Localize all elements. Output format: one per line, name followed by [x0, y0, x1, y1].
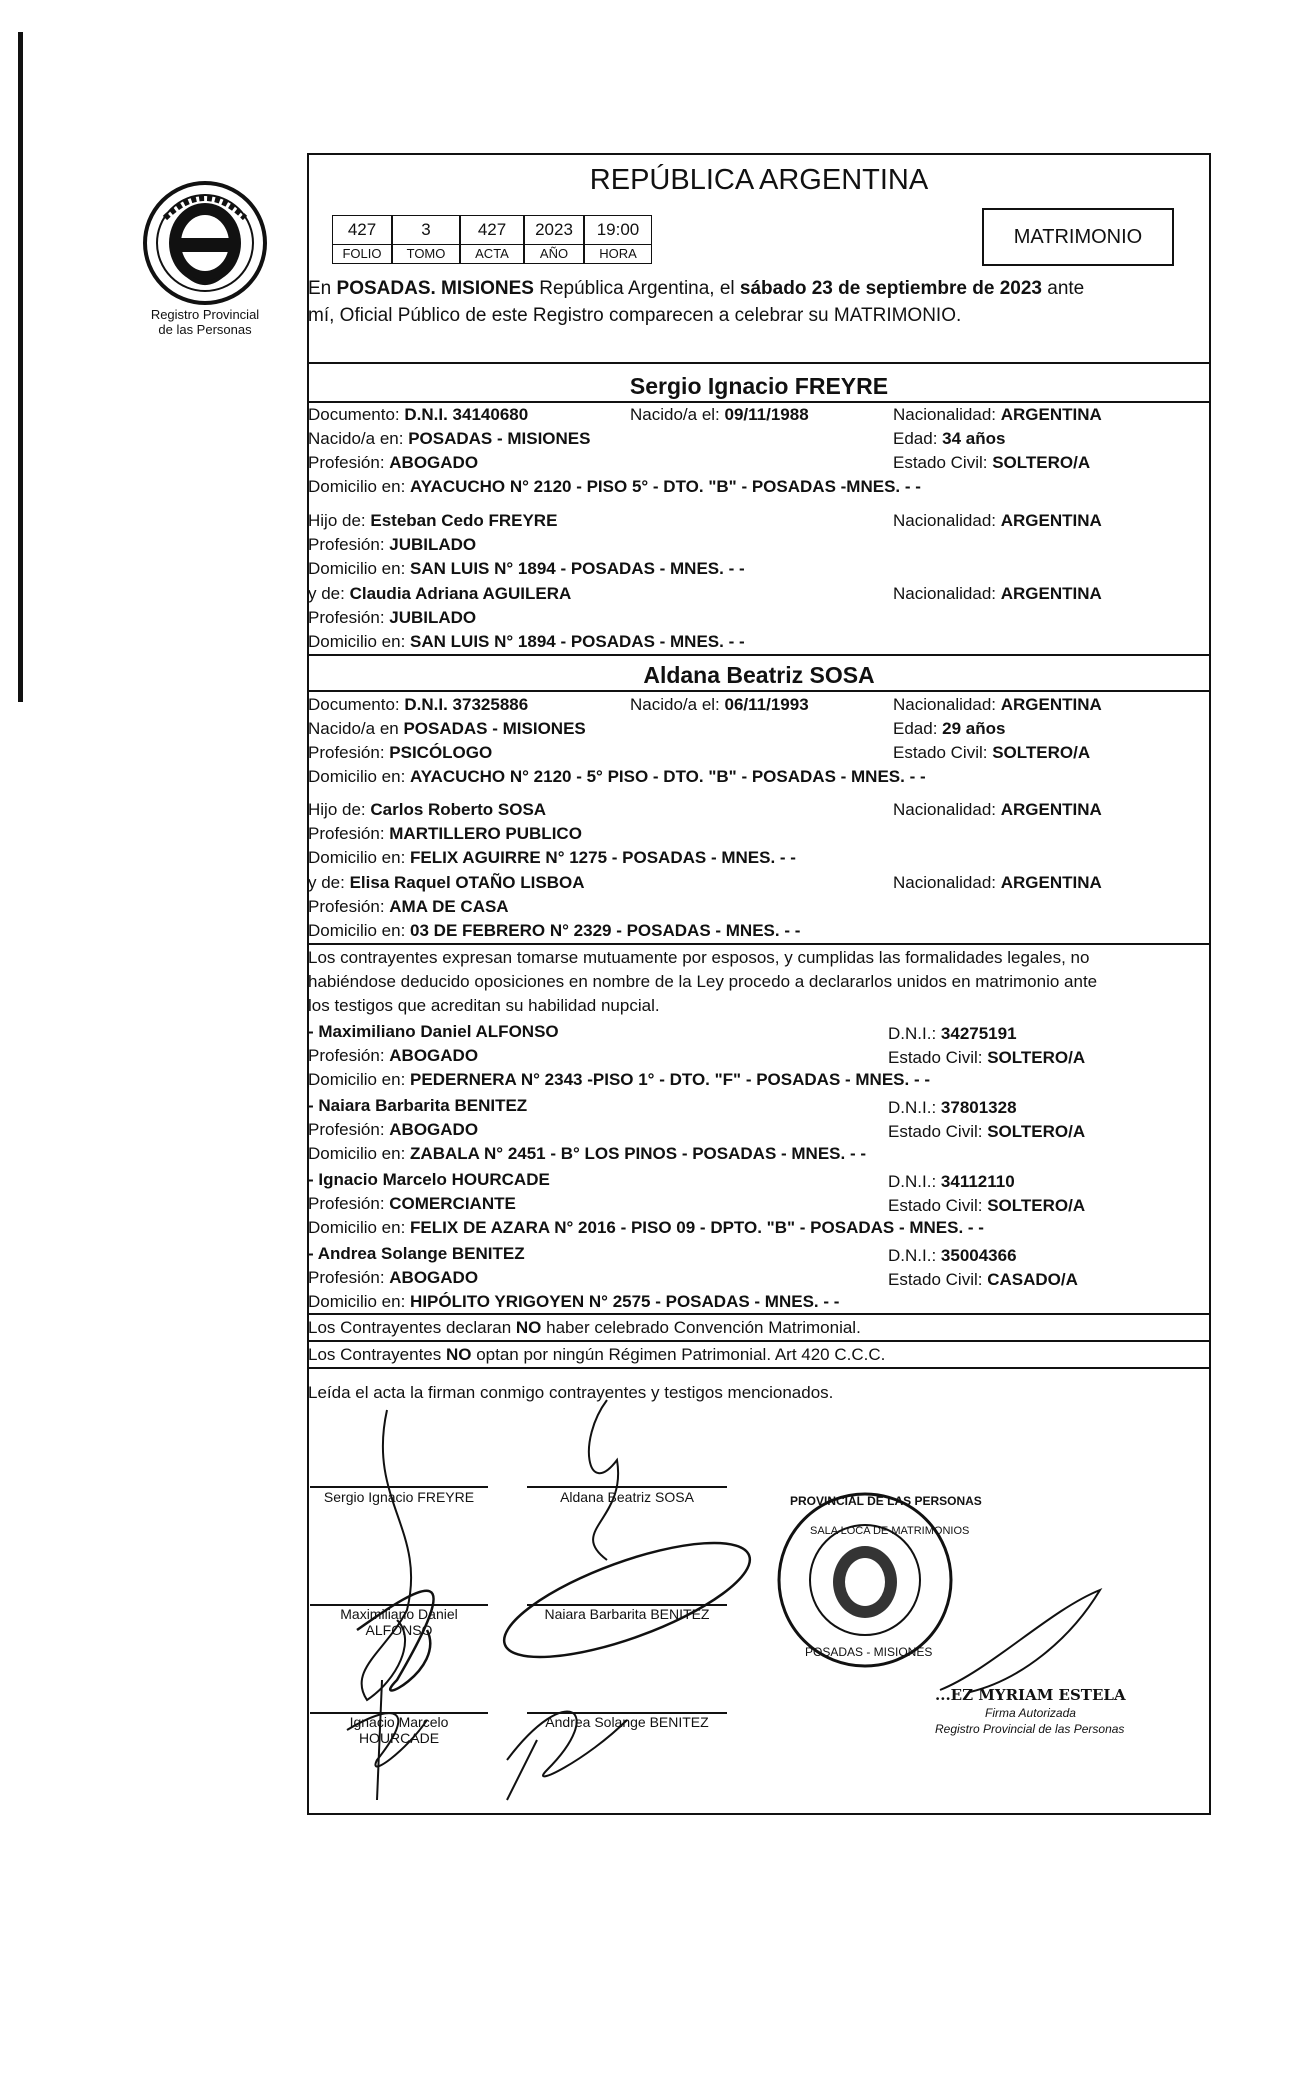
witness-2-dni: D.N.I.: 37801328 — [888, 1098, 1017, 1117]
signature-caption-witness3-line1: Ignacio Marcelo — [349, 1714, 449, 1730]
meta-tomo-label: TOMO — [392, 244, 460, 264]
meta-acta-value: 427 — [460, 215, 524, 245]
witness-2-profession: Profesión: ABOGADO — [308, 1120, 479, 1139]
declaration-line-1: Los contrayentes expresan tomarse mutuamente por esposos, y cumplidas las formalidades legales, no — [308, 948, 1090, 967]
witness-4-civil-status: Estado Civil: CASADO/A — [888, 1270, 1078, 1289]
meta-acta-label: ACTA — [460, 244, 524, 264]
stamp-bottom-text: POSADAS - MISIONES — [805, 1645, 933, 1659]
signature-caption-witness1-line1: Maximiliano Daniel — [340, 1606, 458, 1622]
official-stamp — [775, 1490, 955, 1670]
spouse2-age: Edad: 29 años — [893, 719, 1006, 738]
signature-caption-witness2: Naiara Barbarita BENITEZ — [544, 1606, 710, 1622]
spouse2-name: Aldana Beatriz SOSA — [643, 662, 875, 688]
section-divider — [307, 362, 1211, 364]
meta-año-value: 2023 — [524, 215, 584, 245]
spouse2-mother: y de: Elisa Raquel OTAÑO LISBOA — [308, 873, 585, 892]
section-divider — [307, 1367, 1211, 1369]
signature-caption-witness1-line2: ALFONSO — [365, 1622, 433, 1638]
stamp-inner-text: SALA LOCA DE MATRIMONIOS — [810, 1525, 970, 1537]
reading-statement: Leída el acta la firman conmigo contrayentes y testigos mencionados. — [308, 1383, 834, 1402]
witness-3-name: - Ignacio Marcelo HOURCADE — [308, 1170, 550, 1189]
witness-4-dni: D.N.I.: 35004366 — [888, 1246, 1017, 1265]
signature-caption-spouse1: Sergio Ignacio FREYRE — [323, 1489, 475, 1505]
declaration-line-3: los testigos que acreditan su habilidad nupcial. — [308, 996, 660, 1015]
spouse1-name: Sergio Ignacio FREYRE — [629, 373, 889, 399]
witness-1-civil-status: Estado Civil: SOLTERO/A — [888, 1048, 1086, 1067]
spouse1-address: Domicilio en: AYACUCHO N° 2120 - PISO 5° - DTO. "B" - POSADAS -MNES. - - — [308, 477, 921, 496]
handwritten-signatures-icon — [307, 1380, 787, 1810]
logo-caption-line1: Registro Provincial — [150, 307, 260, 322]
section-divider — [307, 654, 1211, 656]
spouse1-father-profession: Profesión: JUBILADO — [308, 535, 477, 554]
witness-1-profession: Profesión: ABOGADO — [308, 1046, 479, 1065]
spouse2-birthdate: Nacido/a el: 06/11/1993 — [630, 695, 809, 714]
spouse1-civil-status: Estado Civil: SOLTERO/A — [893, 453, 1091, 472]
section-divider — [307, 1313, 1211, 1315]
patrimonial-regime-statement: Los Contrayentes NO optan por ningún Régimen Patrimonial. Art 420 C.C.C. — [308, 1345, 886, 1364]
section-divider — [307, 1340, 1211, 1342]
witness-3-civil-status: Estado Civil: SOLTERO/A — [888, 1196, 1086, 1215]
witness-4-address: Domicilio en: HIPÓLITO YRIGOYEN N° 2575 - POSADAS - MNES. - - — [308, 1292, 840, 1311]
witness-1-dni: D.N.I.: 34275191 — [888, 1024, 1017, 1043]
spouse1-age: Edad: 34 años — [893, 429, 1006, 448]
spouse1-father-address: Domicilio en: SAN LUIS N° 1894 - POSADAS - MNES. - - — [308, 559, 745, 578]
spouse1-profession: Profesión: ABOGADO — [308, 453, 479, 472]
witness-1-address: Domicilio en: PEDERNERA N° 2343 -PISO 1° - DTO. "F" - POSADAS - MNES. - - — [308, 1070, 931, 1089]
witness-2-name: - Naiara Barbarita BENITEZ — [308, 1096, 528, 1115]
spouse2-father-nationality: Nacionalidad: ARGENTINA — [893, 800, 1102, 819]
scan-margin-bar — [18, 32, 23, 702]
spouse1-father-nationality: Nacionalidad: ARGENTINA — [893, 511, 1102, 530]
spouse1-mother-profession: Profesión: JUBILADO — [308, 608, 477, 627]
spouse1-nationality: Nacionalidad: ARGENTINA — [893, 405, 1102, 424]
meta-hora-value: 19:00 — [584, 215, 652, 245]
signature-caption-witness3-line2: HOURCADE — [358, 1730, 440, 1746]
spouse2-birthplace: Nacido/a en POSADAS - MISIONES — [308, 719, 586, 738]
spouse2-mother-nationality: Nacionalidad: ARGENTINA — [893, 873, 1102, 892]
declaration-line-2: habiéndose deducido oposiciones en nombre de la Ley procedo a declararlos unidos en matrimonio ante — [308, 972, 1098, 991]
witness-1-name: - Maximiliano Daniel ALFONSO — [308, 1022, 559, 1041]
section-divider — [307, 690, 1211, 692]
witness-3-address: Domicilio en: FELIX DE AZARA N° 2016 - PISO 09 - DPTO. "B" - POSADAS - MNES. - - — [308, 1218, 984, 1237]
coat-of-arms-icon — [140, 178, 270, 308]
meta-tomo-value: 3 — [392, 215, 460, 245]
spouse2-address: Domicilio en: AYACUCHO N° 2120 - 5° PISO - DTO. "B" - POSADAS - MNES. - - — [308, 767, 926, 786]
signature-caption-witness4: Andrea Solange BENITEZ — [545, 1714, 709, 1730]
spouse2-civil-status: Estado Civil: SOLTERO/A — [893, 743, 1091, 762]
intro-line-1: En POSADAS. MISIONES República Argentina, el sábado 23 de septiembre de 2023 ante — [308, 278, 1085, 299]
meta-hora-label: HORA — [584, 244, 652, 264]
section-divider — [307, 401, 1211, 403]
section-divider — [307, 943, 1211, 945]
doc-type-label: MATRIMONIO — [1013, 226, 1143, 248]
official-office: Registro Provincial de las Personas — [935, 1722, 1125, 1736]
spouse2-mother-profession: Profesión: AMA DE CASA — [308, 897, 509, 916]
meta-folio-label: FOLIO — [332, 244, 392, 264]
country-title: REPÚBLICA ARGENTINA — [589, 164, 929, 196]
meta-año-label: AÑO — [524, 244, 584, 264]
spouse2-profession: Profesión: PSICÓLOGO — [308, 743, 493, 762]
witness-2-address: Domicilio en: ZABALA N° 2451 - B° LOS PINOS - POSADAS - MNES. - - — [308, 1144, 867, 1163]
official-name: ...EZ MYRIAM ESTELA — [935, 1686, 1126, 1704]
spouse1-birthplace: Nacido/a en: POSADAS - MISIONES — [308, 429, 591, 448]
spouse1-mother-address: Domicilio en: SAN LUIS N° 1894 - POSADAS - MNES. - - — [308, 632, 745, 651]
convention-statement: Los Contrayentes declaran NO haber celebrado Convención Matrimonial. — [308, 1318, 861, 1337]
official-signature-icon — [930, 1580, 1170, 1700]
spouse2-father: Hijo de: Carlos Roberto SOSA — [308, 800, 547, 819]
witness-2-civil-status: Estado Civil: SOLTERO/A — [888, 1122, 1086, 1141]
witness-4-profession: Profesión: ABOGADO — [308, 1268, 479, 1287]
spouse2-father-address: Domicilio en: FELIX AGUIRRE N° 1275 - POSADAS - MNES. - - — [308, 848, 796, 867]
spouse2-nationality: Nacionalidad: ARGENTINA — [893, 695, 1102, 714]
witness-3-dni: D.N.I.: 34112110 — [888, 1172, 1015, 1191]
meta-folio-value: 427 — [332, 215, 392, 245]
registry-logo — [140, 178, 270, 308]
witness-4-name: - Andrea Solange BENITEZ — [308, 1244, 525, 1263]
signature-caption-spouse2: Aldana Beatriz SOSA — [560, 1489, 694, 1505]
stamp-ring-text: PROVINCIAL DE LAS PERSONAS — [790, 1494, 982, 1508]
spouse2-mother-address: Domicilio en: 03 DE FEBRERO N° 2329 - POSADAS - MNES. - - — [308, 921, 801, 940]
spouse2-father-profession: Profesión: MARTILLERO PUBLICO — [308, 824, 582, 843]
spouse1-mother: y de: Claudia Adriana AGUILERA — [308, 584, 572, 603]
spouse1-birthdate: Nacido/a el: 09/11/1988 — [630, 405, 809, 424]
spouse2-document: Documento: D.N.I. 37325886 — [308, 695, 529, 714]
spouse1-father: Hijo de: Esteban Cedo FREYRE — [308, 511, 558, 530]
spouse1-mother-nationality: Nacionalidad: ARGENTINA — [893, 584, 1102, 603]
registry-seal-icon — [775, 1490, 955, 1670]
official-role: Firma Autorizada — [985, 1706, 1076, 1720]
intro-line-2: mí, Oficial Público de este Registro comparecen a celebrar su MATRIMONIO. — [308, 305, 962, 326]
spouse1-document: Documento: D.N.I. 34140680 — [308, 405, 529, 424]
witness-3-profession: Profesión: COMERCIANTE — [308, 1194, 516, 1213]
logo-caption-line2: de las Personas — [158, 322, 252, 337]
